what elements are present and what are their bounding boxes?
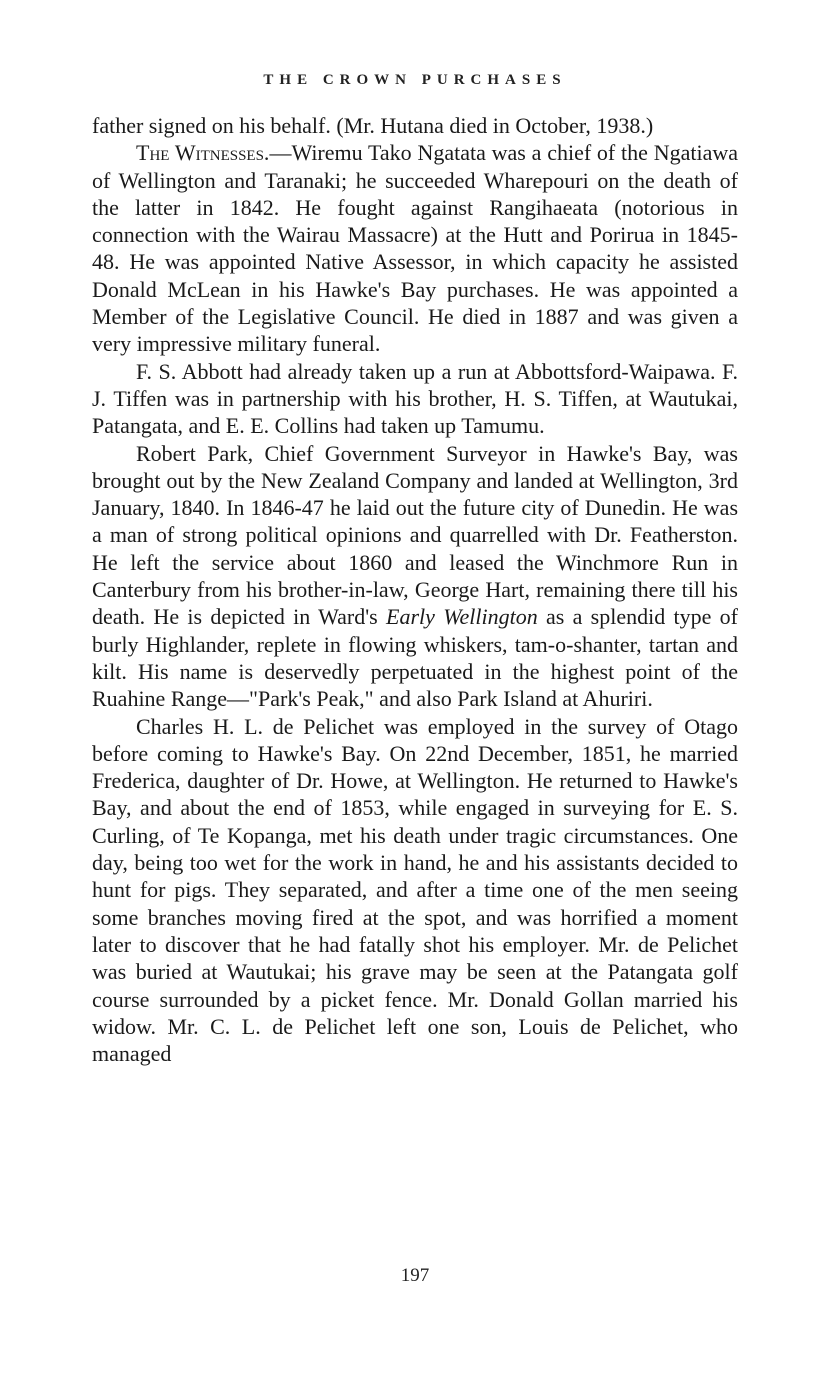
- paragraph-robert-park: [92, 440, 738, 713]
- paragraph-text: father signed on his behalf. (Mr. Hutana died in October, 1938.): [92, 113, 654, 138]
- paragraph-witnesses: [92, 139, 738, 357]
- paragraph-text: —Wiremu Tako Ngatata was a chief of the Ngatiawa of Wellington and Taranaki; he succeeded Wharepouri on the death of the latter in 1842. He fought against Rangihaeata (notorious in connection with the Wairau Massacre) at the Hutt and Porirua in 1845-48. He was appointed Native Assessor, in which capacity he assisted Donald McLean in his Hawke's Bay purchases. He was appointed a Member of the Legislative Council. He died in 1887 and was given a very impressive military funeral.: [92, 140, 738, 357]
- paragraph-text: F. S. Abbott had already taken up a run at Abbottsford-Waipawa. F. J. Tiffen was in partnership with his brother, H. S. Tiffen, at Wautukai, Patangata, and E. E. Collins had taken up Tamumu.: [92, 358, 738, 439]
- paragraph-text: Charles H. L. de Pelichet was employed in the survey of Otago before coming to Hawke's Bay. On 22nd December, 1851, he married Frederica, daughter of Dr. Howe, at Wellington. He returned to Hawke's Bay, and about the end of 1853, while engaged in surveying for E. S. Curling, of Te Kopanga, met his death under tragic circumstances. One day, being too wet for the work in hand, he and his assistants decided to hunt for pigs. They separated, and after a time one of the men seeing some branches moving fired at the spot, and was horrified a moment later to discover that he had fatally shot his employer. Mr. de Pelichet was buried at Wautukai; his grave may be seen at the Patangata golf course surrounded by a picket fence. Mr. Donald Gollan married his widow. Mr. C. L. de Pelichet left one son, Louis de Pelichet, who managed: [92, 713, 738, 1067]
- section-lead-heading: The Witnesses.: [136, 140, 270, 166]
- paragraph-continuation: [92, 112, 738, 139]
- paragraph-text: Robert Park, Chief Government Surveyor in Hawke's Bay, was brought out by the New Zealand Company and landed at Wellington, 3rd January, 1840. In 1846-47 he laid out the future city of Dunedin. He was a man of strong political opinions and quarrelled with Dr. Featherston. He left the service about 1860 and leased the Winchmore Run in Canterbury from his brother-in-law, George Hart, remaining there till his death. He is depicted in Ward's: [92, 440, 738, 630]
- running-head: THE CROWN PURCHASES: [263, 72, 567, 88]
- body-text: [92, 112, 738, 1067]
- book-title-italic: Early Wellington: [386, 604, 538, 630]
- paragraph-abbott-tiffen: [92, 358, 738, 440]
- page-number: 197: [400, 1265, 430, 1286]
- paragraph-text: as a splendid type of burly Highlander, replete in flowing whiskers, tam-o-shanter, tartan and kilt. His name is deservedly perpetuated in the highest point of the Ruahine Range—"Park's Peak," and also Park Island at Ahuriri.: [92, 604, 738, 712]
- paragraph-de-pelichet: [92, 713, 738, 1068]
